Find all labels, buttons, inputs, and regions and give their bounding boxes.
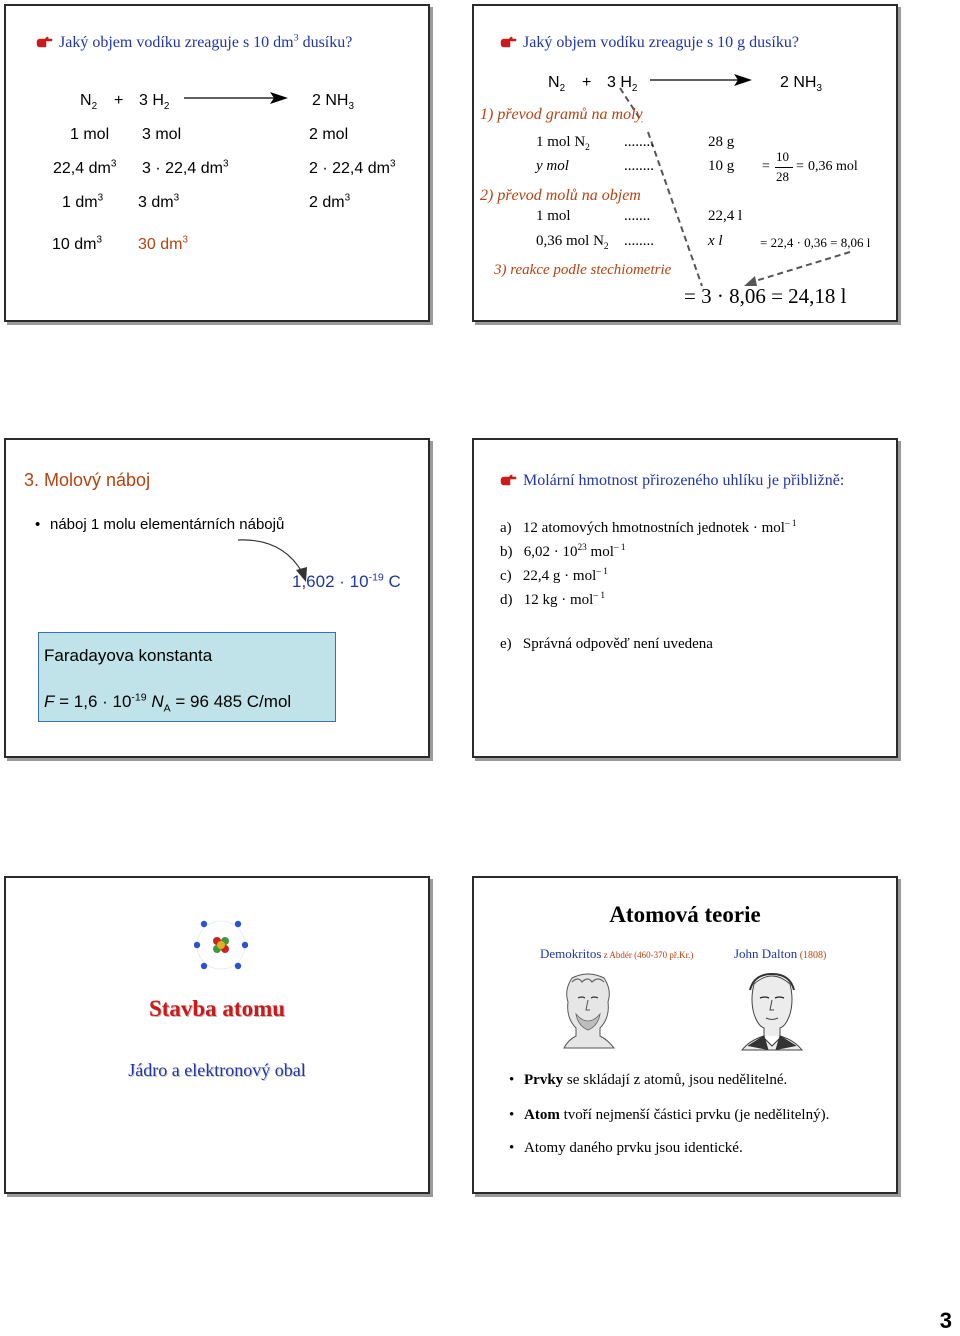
slide1-cell: 3 $dm^3$ bbox=[138, 192, 180, 211]
slide6-bullet: • Prvky se skládají z atomů, jsou nedělitelné. bbox=[524, 1072, 787, 1089]
slide6-title: Atomová teorie bbox=[609, 902, 761, 927]
slide6-bullet: • Atom tvoří nejmenší částici prvku (je nedělitelný). bbox=[524, 1107, 829, 1124]
slide1-reactant-n2: $N_2$ bbox=[80, 92, 98, 113]
slide1-reactant-h2: 3 $H_2$ bbox=[139, 92, 170, 113]
slide3-bullet: • náboj 1 molu elementárních nábojů bbox=[50, 516, 284, 533]
person-demokritos-caption: Demokritos z Abdér (460-370 př.Kr.) bbox=[540, 946, 694, 961]
slide-1 bbox=[4, 4, 430, 322]
person-dalton-caption: John Dalton (1808) bbox=[734, 946, 827, 961]
slide2-fraction-den: 28 bbox=[776, 169, 789, 184]
slide-6 bbox=[472, 876, 898, 1194]
pointing-hand-icon bbox=[500, 474, 517, 486]
faraday-formula: $F = 1,6 \cdot 10^{-19}$ $N_A = 96$ 485 C/mol bbox=[44, 691, 292, 715]
slide-4 bbox=[472, 438, 898, 758]
slide3-title: 3. Molový náboj bbox=[24, 470, 151, 490]
slide2-reactant-n2: $N_2$ bbox=[548, 74, 566, 95]
slide1-answer: 30 $dm^3$ bbox=[138, 234, 188, 253]
slide2-fraction-num: 10 bbox=[776, 149, 789, 164]
slide-5 bbox=[4, 876, 430, 1194]
slide2-s2-row2-dots: ........ bbox=[624, 233, 654, 249]
slide1-question-text: Jaký objem vodíku zreaguje s 10 dm bbox=[59, 34, 294, 51]
slide2-step1: 1) převod gramů na moly bbox=[480, 106, 643, 123]
slide2-fraction-eq2: = bbox=[796, 159, 804, 174]
faraday-box-title: Faradayova konstanta bbox=[44, 646, 213, 665]
slide2-s2-result: = 22,4 · 0,36 = 8,06 l bbox=[760, 235, 871, 250]
slide2-product-nh3: 2 $NH_3$ bbox=[780, 74, 822, 95]
slide2-s1-row1-left: 1 mol $N_2$ bbox=[536, 134, 590, 153]
slide2-final-result: = 3 · 8,06 = 24,18 l bbox=[684, 284, 847, 308]
slide2-step3: 3) reakce podle stechiometrie bbox=[494, 262, 672, 278]
option-c: c) 22,4 g · mol$^{- 1}$ bbox=[500, 567, 608, 584]
slide2-question: Jaký objem vodíku zreaguje s 10 g dusíku? bbox=[500, 34, 799, 52]
slide2-fraction-bar bbox=[775, 167, 793, 168]
slide6-bullet: • Atomy daného prvku jsou identické. bbox=[524, 1140, 743, 1157]
slide1-cell: 2 $dm^3$ bbox=[309, 192, 351, 211]
slide1-product-nh3: 2 $NH_3$ bbox=[312, 92, 354, 113]
slide2-s2-row1-right: 22,4 l bbox=[708, 208, 743, 224]
dalton-portrait-icon bbox=[740, 970, 804, 1052]
slide1-cell: 1 mol bbox=[70, 126, 110, 143]
slide2-s1-row2-right: 10 g bbox=[708, 158, 735, 174]
slide2-s1-row1-right: 28 g bbox=[708, 134, 735, 150]
slide2-plus: + bbox=[582, 74, 592, 91]
pointing-hand-icon bbox=[36, 36, 53, 48]
slide4-question: Molární hmotnost přirozeného uhlíku je přibližně: bbox=[500, 472, 844, 490]
slide2-reactant-h2: 3 $H_2$ bbox=[607, 74, 638, 95]
page-number: 3 bbox=[939, 1308, 952, 1333]
slide-2 bbox=[472, 4, 898, 322]
slide1-cell: 2 mol bbox=[309, 126, 349, 143]
option-a: a) 12 atomových hmotnostních jednotek · mol$^{- 1}$ bbox=[500, 519, 797, 536]
slide2-s1-row1-dots: ........ bbox=[624, 134, 654, 150]
slide5-title: Stavba atomu bbox=[148, 996, 286, 1021]
slide1-question: Jaký objem vodíku zreaguje s 10 $dm^3$ dusíku? bbox=[36, 34, 352, 52]
slide1-cell: 22,4 $dm^3$ bbox=[53, 158, 117, 177]
option-d: d) 12 kg · mol$^{- 1}$ bbox=[500, 591, 605, 608]
slide5-subtitle: Jádro a elektronový obal bbox=[128, 1060, 306, 1080]
slide2-fraction-eq1: = bbox=[762, 159, 770, 174]
slide1-cell: 10 $dm^3$ bbox=[52, 234, 102, 253]
slide2-s2-row2-left: 0,36 mol $N_2$ bbox=[536, 233, 609, 252]
slide1-cell: 1 $dm^3$ bbox=[62, 192, 104, 211]
slide1-plus: + bbox=[114, 92, 124, 109]
option-b: b) $6,02 \cdot 10^{23}$ mol$^{- 1}$ bbox=[500, 543, 626, 560]
atom-icon bbox=[194, 918, 248, 972]
slide2-s2-row1-dots: ....... bbox=[624, 208, 651, 224]
slide2-s1-row2-dots: ........ bbox=[624, 158, 654, 174]
slide2-s1-row2-left: y mol bbox=[536, 158, 569, 174]
slide2-step2: 2) převod molů na objem bbox=[480, 187, 641, 204]
demokritos-portrait-icon bbox=[560, 972, 616, 1050]
slide1-cell: 3 mol bbox=[142, 126, 182, 143]
reaction-arrow-icon bbox=[184, 90, 290, 106]
slide2-s2-row1-left: 1 mol bbox=[536, 208, 571, 224]
slide1-cell: 3 · 22,4 $dm^3$ bbox=[142, 158, 229, 177]
option-e: e) Správná odpověď není uvedena bbox=[500, 636, 713, 652]
slide2-fraction-result: 0,36 mol bbox=[808, 159, 858, 174]
slide-3 bbox=[4, 438, 430, 758]
slide1-cell: 2 · 22,4 $dm^3$ bbox=[309, 158, 396, 177]
elementary-charge-value: $1,602 \cdot 10^{-19}$ C bbox=[292, 571, 401, 591]
slide2-s2-row2-right: x l bbox=[708, 233, 723, 249]
